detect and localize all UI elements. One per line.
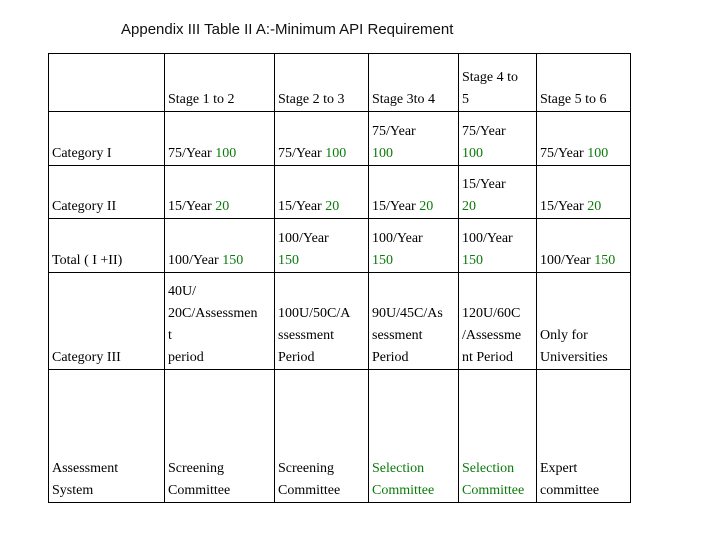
cell — [459, 219, 537, 273]
table-row-assessment-system — [49, 370, 631, 503]
cell-value: 20 — [325, 199, 340, 214]
cell-text: 15/Year — [540, 199, 588, 214]
cell — [369, 112, 459, 166]
cell: 90U/45C/As sessment Period — [369, 273, 459, 370]
row-label-category-3: Category III — [49, 273, 165, 370]
cell: 120U/60C /Assessme nt Period — [459, 273, 537, 370]
row-label-assessment-system: Assessment System — [49, 370, 165, 503]
cell-value: 20 — [587, 199, 602, 214]
header-row — [49, 54, 631, 112]
cell — [165, 166, 275, 219]
cell — [537, 219, 631, 273]
cell-value: 100 — [372, 146, 393, 161]
row-label-category-1: Category I — [49, 112, 165, 166]
cell-text: 75/Year — [372, 124, 416, 139]
cell-value: 150 — [594, 253, 616, 268]
cell — [369, 166, 459, 219]
table-row-category-2 — [49, 166, 631, 219]
cell: Selection Committee — [459, 370, 537, 503]
cell: Only for Universities — [537, 273, 631, 370]
cell — [275, 219, 369, 273]
table-row-category-1 — [49, 112, 631, 166]
cell-text: 75/Year — [168, 146, 216, 161]
cell: Screening Committee — [165, 370, 275, 503]
cell-value: 150 — [462, 253, 483, 268]
cell-value: 100 — [325, 146, 347, 161]
header-stage-3-to-4: Stage 3to 4 — [369, 54, 459, 112]
cell — [275, 112, 369, 166]
cell-text: 75/Year — [540, 146, 588, 161]
api-requirement-table — [48, 53, 631, 503]
header-stage-4-to-5: Stage 4 to 5 — [459, 54, 537, 112]
cell — [459, 166, 537, 219]
cell-text: 15/Year — [462, 177, 506, 192]
cell-value: 150 — [278, 253, 299, 268]
header-stage-1-to-2: Stage 1 to 2 — [165, 54, 275, 112]
cell: Screening Committee — [275, 370, 369, 503]
cell — [369, 219, 459, 273]
cell — [165, 219, 275, 273]
cell: 40U/ 20C/Assessmen t period — [165, 273, 275, 370]
cell-text: 100/Year — [372, 231, 423, 246]
cell-text: 15/Year — [278, 199, 326, 214]
cell-value: 20 — [462, 199, 476, 214]
cell-text: 75/Year — [278, 146, 326, 161]
cell — [537, 112, 631, 166]
cell — [165, 112, 275, 166]
cell-text: 15/Year — [372, 199, 420, 214]
cell — [275, 166, 369, 219]
cell-text: 15/Year — [168, 199, 216, 214]
cell-text: 100/Year — [168, 253, 223, 268]
cell-text: 100/Year — [462, 231, 513, 246]
cell-value: 20 — [215, 199, 230, 214]
table-row-total — [49, 219, 631, 273]
header-stage-5-to-6: Stage 5 to 6 — [537, 54, 631, 112]
cell — [459, 112, 537, 166]
cell-value: 100 — [215, 146, 237, 161]
header-stage-2-to-3: Stage 2 to 3 — [275, 54, 369, 112]
cell-text: 100/Year — [540, 253, 595, 268]
cell-value: 100 — [587, 146, 609, 161]
cell-value: 150 — [372, 253, 393, 268]
row-label-total: Total ( I +II) — [49, 219, 165, 273]
cell-value: 20 — [419, 199, 434, 214]
cell: 100U/50C/A ssessment Period — [275, 273, 369, 370]
cell-text: 100/Year — [278, 231, 329, 246]
header-blank-cell — [49, 54, 165, 112]
table-row-category-3 — [49, 273, 631, 370]
cell: Selection Committee — [369, 370, 459, 503]
row-label-category-2: Category II — [49, 166, 165, 219]
cell-value: 150 — [222, 253, 244, 268]
cell-text: 75/Year — [462, 124, 506, 139]
cell-value: 100 — [462, 146, 483, 161]
cell — [537, 166, 631, 219]
cell: Expert committee — [537, 370, 631, 503]
table-title: Appendix III Table II A:-Minimum API Requirement — [121, 21, 454, 38]
